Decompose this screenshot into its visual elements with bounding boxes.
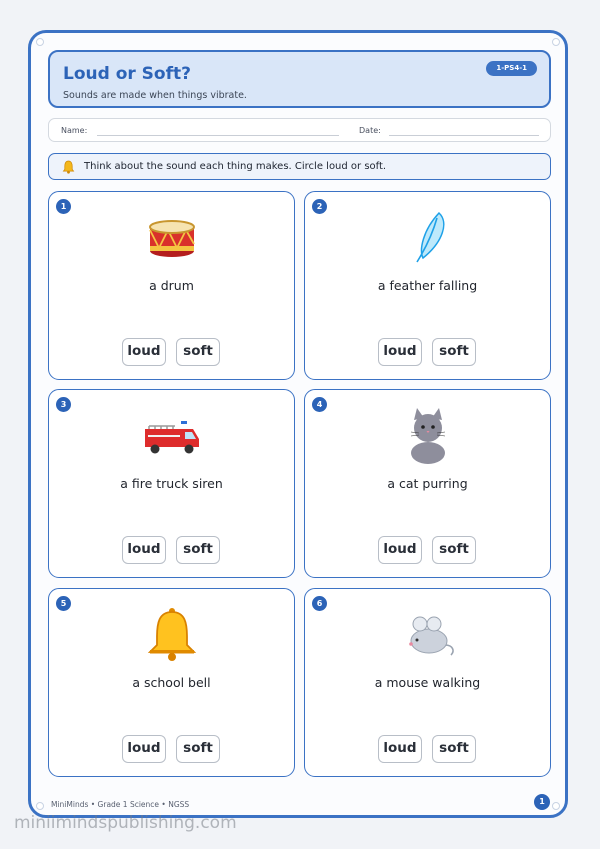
date-field[interactable] bbox=[389, 135, 539, 136]
card-label: a mouse walking bbox=[374, 675, 481, 690]
school-bell-icon bbox=[137, 607, 207, 663]
page-title: Loud or Soft? bbox=[63, 64, 191, 84]
card-label: a cat purring bbox=[387, 476, 468, 491]
loud-option[interactable]: loud bbox=[122, 338, 166, 366]
question-number: 5 bbox=[56, 596, 71, 611]
question-card-4 bbox=[304, 389, 551, 578]
corner-dot bbox=[552, 802, 560, 810]
standard-code-badge: 1-PS4-1 bbox=[486, 61, 537, 76]
cat-icon bbox=[393, 408, 463, 464]
question-number: 3 bbox=[56, 397, 71, 412]
card-label: a school bell bbox=[132, 675, 211, 690]
title-banner bbox=[48, 50, 551, 108]
soft-option[interactable]: soft bbox=[176, 536, 220, 564]
loud-option[interactable]: loud bbox=[378, 338, 422, 366]
worksheet-page bbox=[28, 30, 568, 818]
drum-icon bbox=[137, 210, 207, 266]
card-label: a feather falling bbox=[377, 278, 478, 293]
feather-icon bbox=[393, 210, 463, 266]
question-number: 2 bbox=[312, 199, 327, 214]
page-subtitle: Sounds are made when things vibrate. bbox=[63, 90, 247, 101]
loud-option[interactable]: loud bbox=[122, 536, 166, 564]
card-label: a fire truck siren bbox=[120, 476, 223, 491]
corner-dot bbox=[36, 802, 44, 810]
question-card-5 bbox=[48, 588, 295, 777]
corner-dot bbox=[552, 38, 560, 46]
soft-option[interactable]: soft bbox=[432, 338, 476, 366]
corner-dot bbox=[36, 38, 44, 46]
question-card-3 bbox=[48, 389, 295, 578]
question-card-1 bbox=[48, 191, 295, 380]
bell-icon bbox=[62, 160, 75, 174]
card-label: a drum bbox=[149, 278, 194, 293]
instruction-text: Think about the sound each thing makes. Circle loud or soft. bbox=[84, 161, 387, 172]
question-number: 6 bbox=[312, 596, 327, 611]
soft-option[interactable]: soft bbox=[432, 735, 476, 763]
soft-option[interactable]: soft bbox=[176, 338, 220, 366]
question-card-6 bbox=[304, 588, 551, 777]
name-field[interactable] bbox=[97, 135, 339, 136]
soft-option[interactable]: soft bbox=[176, 735, 220, 763]
question-number: 4 bbox=[312, 397, 327, 412]
footer-credits: MiniMinds • Grade 1 Science • NGSS bbox=[51, 800, 190, 809]
fire-truck-icon bbox=[137, 408, 207, 464]
name-date-bar bbox=[48, 118, 551, 142]
loud-option[interactable]: loud bbox=[122, 735, 166, 763]
loud-option[interactable]: loud bbox=[378, 536, 422, 564]
name-label: Name: bbox=[61, 126, 88, 135]
question-card-2 bbox=[304, 191, 551, 380]
loud-option[interactable]: loud bbox=[378, 735, 422, 763]
soft-option[interactable]: soft bbox=[432, 536, 476, 564]
page-number-badge: 1 bbox=[534, 794, 550, 810]
date-label: Date: bbox=[359, 126, 381, 135]
publisher-watermark: miniimindspublishing.com bbox=[14, 813, 237, 833]
instruction-box bbox=[48, 153, 551, 180]
mouse-icon bbox=[393, 607, 463, 663]
question-number: 1 bbox=[56, 199, 71, 214]
